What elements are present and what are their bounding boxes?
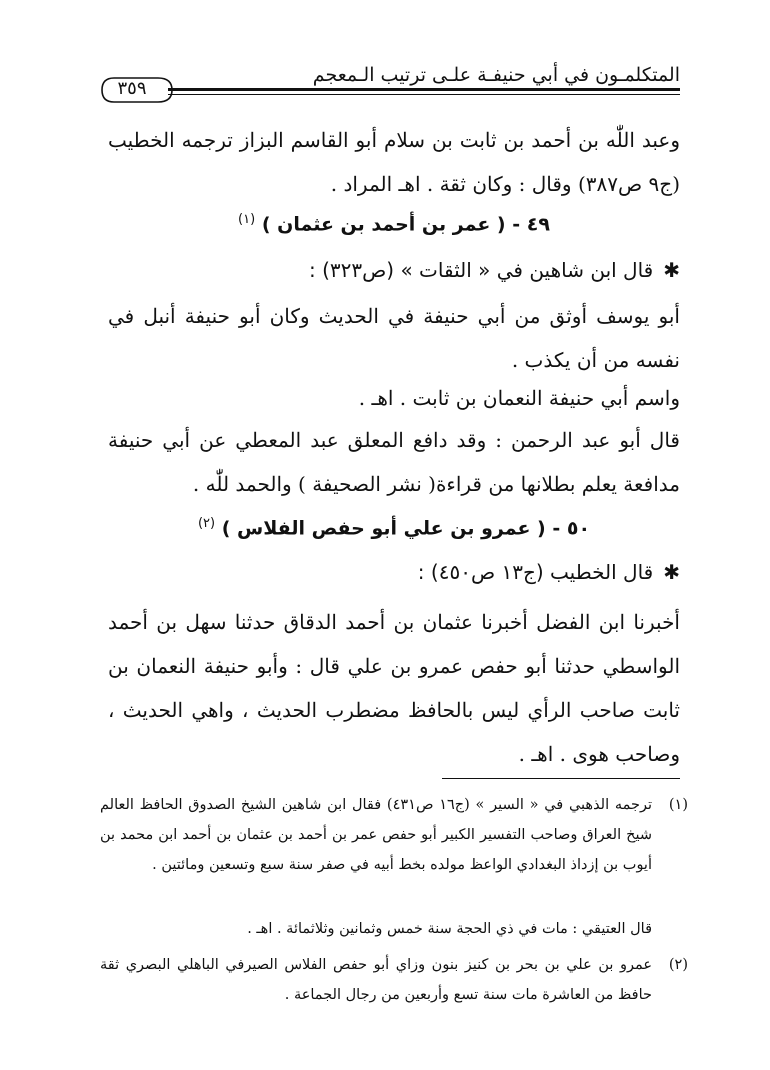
- asterisk-icon: ✱: [663, 258, 680, 282]
- quote-source-text: قال ابن شاهين في « الثقات » (ص٣٢٣) :: [308, 258, 654, 282]
- quote-source-line-1: [108, 258, 680, 282]
- entry-heading-text: ٤٩ - ( عمر بن أحمد بن عثمان ): [261, 213, 550, 236]
- paragraph-4: قال أبو عبد الرحمن : وقد دافع المعلق عبد المعطي عن أبي حنيفة مدافعة يعلم بطلانها من قراءة( نشر الصحيفة ) والحمد للّٰه .: [108, 428, 680, 496]
- page-number-badge: [100, 76, 174, 104]
- quote-source-text: قال الخطيب (ج١٣ ص٤٥٠) :: [417, 560, 654, 584]
- running-header: [100, 58, 680, 108]
- paragraph-5: أخبرنا ابن الفضل أخبرنا عثمان بن أحمد الدقاق حدثنا سهل بن أحمد الواسطي حدثنا أبو حفص عمرو بن علي قال : وأبو حنيفة النعمان بن ثابت صاحب الرأي ليس بالحافظ مضطرب الحديث ، واهي الحديث ، وصاحب هوى . اهـ .: [108, 610, 680, 766]
- header-title: المتكلمـون في أبي حنيفـة علـى ترتيب الـمعجم: [312, 64, 680, 86]
- footnote-text: عمرو بن علي بن بحر بن كنيز بنون وزاي أبو حفص الفلاس الصيرفي الباهلي البصري ثقة حافظ من العاشرة مات سنة تسع وأربعين من رجال الجماعة .: [100, 957, 652, 1003]
- footnote-1-continuation: [100, 914, 688, 944]
- entry-heading-50: [108, 516, 680, 539]
- footnote-number: (١): [668, 797, 688, 813]
- footnote-text: قال العتيقي : مات في ذي الحجة سنة خمس وثمانين وثلاثمائة . اهـ .: [247, 921, 652, 937]
- header-rule-thick: [168, 88, 680, 91]
- entry-heading-49: [108, 212, 680, 235]
- header-rule-thin: [168, 94, 680, 95]
- footnote-number: (٢): [668, 957, 688, 973]
- asterisk-icon: ✱: [663, 560, 680, 584]
- footnote-ref-2: (٢): [197, 516, 216, 531]
- paragraph-1: وعبد اللّٰه بن أحمد بن ثابت بن سلام أبو القاسم البزاز ترجمه الخطيب (ج٩ ص٣٨٧) وقال : وكان ثقة . اهـ المراد .: [108, 128, 680, 196]
- footnote-separator: [442, 778, 680, 779]
- footnote-text: ترجمه الذهبي في « السير » (ج١٦ ص٤٣١) فقال ابن شاهين الشيخ الصدوق الحافظ العالم شيخ العراق وصاحب التفسير الكبير أبو حفص عمر بن أحمد بن عثمان بن أحمد ابن محمد بن أيوب بن إزداذ البغدادي الواعظ مولده بخط أبيه في صفر سنة سبع وتسعين ومائتين .: [100, 797, 653, 873]
- page-number: ٣٥٩: [117, 78, 147, 99]
- paragraph-2: أبو يوسف أوثق من أبي حنيفة في الحديث وكان أبو حنيفة أنبل في نفسه من أن يكذب .: [108, 304, 680, 372]
- footnote-ref-1: (١): [238, 212, 256, 227]
- footnote-2: [100, 950, 688, 1010]
- entry-heading-text: ٥٠ - ( عمرو بن علي أبو حفص الفلاس ): [221, 517, 591, 540]
- quote-source-line-2: [108, 560, 680, 584]
- paragraph-3: واسم أبي حنيفة النعمان بن ثابت . اهـ .: [358, 386, 680, 410]
- footnote-1: [100, 790, 688, 880]
